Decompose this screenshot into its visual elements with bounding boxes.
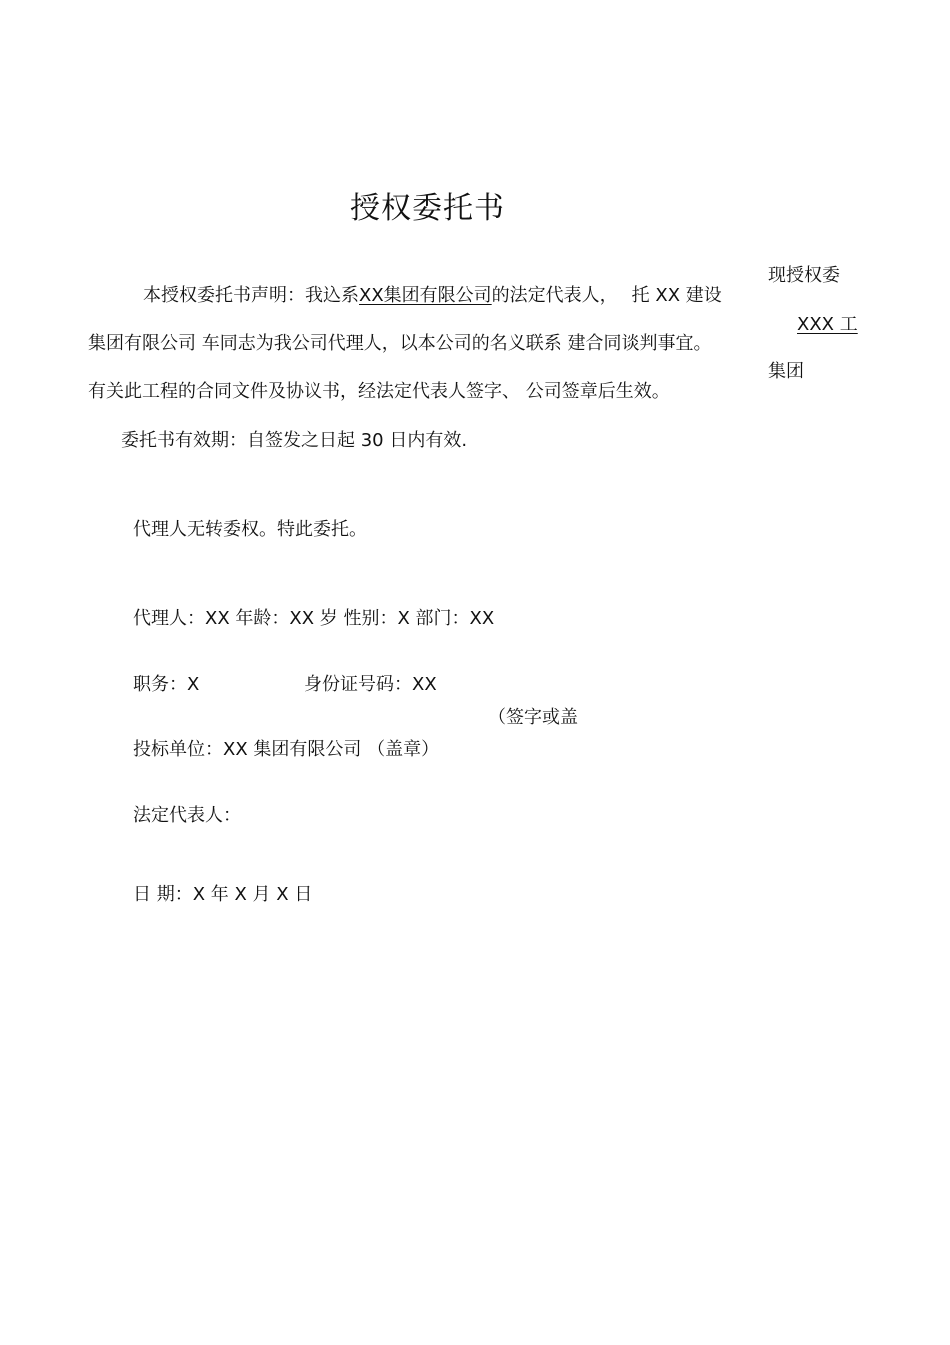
declaration-entrust: 托 XX 建设	[631, 285, 722, 306]
declaration-line-3: 有关此工程的合同文件及协议书，经法定代表人签字、 公司签章后生效。	[88, 381, 670, 402]
bidder-unit: 投标单位：XX 集团有限公司 （盖章）	[133, 739, 440, 760]
validity-period: 委托书有效期：自签发之日起 30 日内有效.	[121, 430, 468, 451]
declaration-line-2: 集团有限公司 车同志为我公司代理人，以本公司的名义联系 建合同谈判事宜。	[88, 333, 712, 354]
agent-id-number: 身份证号码：XX	[304, 674, 437, 695]
issue-date: 日 期：X 年 X 月 X 日	[133, 884, 313, 905]
declaration-start: 本授权委托书声明：我	[143, 285, 323, 306]
side-note-group: 集团	[768, 361, 804, 382]
signature-note: （签字或盖	[488, 707, 578, 728]
declaration-role: 的法定代表人，	[491, 285, 618, 306]
legal-representative: 法定代表人：	[133, 805, 241, 826]
side-note-project: XXX 工	[797, 314, 858, 335]
document-title: 授权委托书	[350, 191, 505, 226]
no-transfer-statement: 代理人无转委权。特此委托。	[133, 519, 367, 540]
agent-info-line: 代理人：XX 年龄：XX 岁 性别：X 部门：XX	[133, 608, 495, 629]
agent-position: 职务：X	[133, 674, 200, 695]
side-note-authorize: 现授权委	[768, 265, 840, 286]
declaration-line-1	[143, 285, 722, 307]
company-name-underlined: XX集团有限公司	[359, 285, 492, 306]
declaration-mid: 込系	[323, 285, 359, 306]
